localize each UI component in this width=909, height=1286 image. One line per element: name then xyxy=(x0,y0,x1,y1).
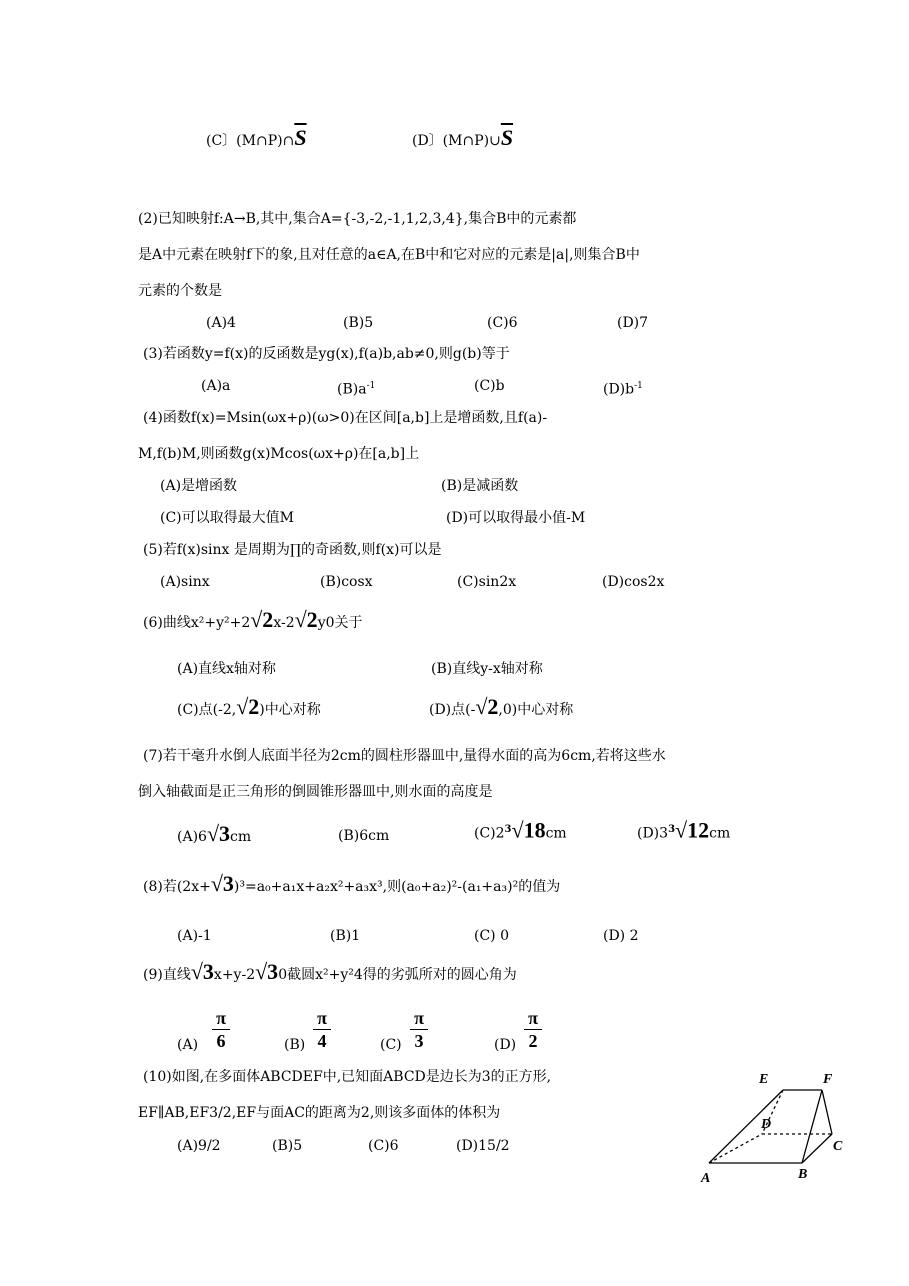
q3-stem: (3)若函数y=f(x)的反函数是yg(x),f(a)b,ab≠0,则g(b)等于 xyxy=(143,346,510,362)
q1-option-d-text: (D〕(M∩P)∪ xyxy=(412,133,501,149)
q6-stem-part-1: (6)曲线x²+y²+2 xyxy=(143,615,251,631)
q2-option-c: (C)6 xyxy=(487,315,518,331)
q6-root-2: √2 xyxy=(250,607,274,632)
vertex-label-c: C xyxy=(833,1139,843,1154)
polyhedron-figure xyxy=(695,1065,855,1190)
q9-option-c-label: (C) xyxy=(380,1037,402,1053)
q2-line-3: 元素的个数是 xyxy=(138,283,222,299)
fraction-numerator: π xyxy=(528,1008,538,1028)
q2-option-a: (A)4 xyxy=(206,315,236,331)
q6-root-2: √2 xyxy=(236,694,260,719)
q7-option-c-root: √18 xyxy=(511,817,546,843)
edge-ad xyxy=(709,1134,762,1163)
q9-option-a-label: (A) xyxy=(177,1037,199,1053)
q9-option-d-fraction xyxy=(524,1008,542,1051)
q7-option-c-prefix: (C)2 xyxy=(474,825,505,842)
q3-option-b-exponent: -1 xyxy=(366,381,376,391)
fraction-denominator: 2 xyxy=(528,1031,538,1051)
q9-stem-part-1: (9)直线 xyxy=(143,967,191,983)
q3-option-b xyxy=(337,376,375,400)
q9-stem-part-2: x+y-2 xyxy=(213,967,256,983)
vertex-label-f: F xyxy=(823,1072,833,1087)
q2-option-d: (D)7 xyxy=(617,315,649,331)
q10-option-d: (D)15/2 xyxy=(456,1138,510,1154)
q6-option-c-part-1: (C)点(-2, xyxy=(177,702,237,718)
q7-option-d-prefix: (D)3 xyxy=(637,825,669,842)
q8-option-a: (A)-1 xyxy=(177,928,212,944)
edge-fc xyxy=(822,1090,832,1134)
q7-line-2: 倒入轴截面是正三角形的倒圆锥形器皿中,则水面的高度是 xyxy=(138,784,493,800)
q3-option-a: (A)a xyxy=(201,378,231,394)
q7-line-1: (7)若干毫升水倒人底面半径为2cm的圆柱形器皿中,量得水面的高为6cm,若将这些水 xyxy=(143,748,666,764)
q10-option-a: (A)9/2 xyxy=(177,1138,221,1154)
q7-option-d-root: √12 xyxy=(675,817,710,843)
q6-root-2: √2 xyxy=(475,694,499,719)
q7-option-a xyxy=(177,821,252,847)
q7-option-c-index: 3 xyxy=(504,824,512,835)
q8-option-c: (C) 0 xyxy=(474,928,509,944)
fraction-bar xyxy=(313,1029,331,1030)
q1-set-s-complement: $\overline{S}$ xyxy=(500,125,514,150)
q1-option-d xyxy=(412,125,514,151)
fraction-bar xyxy=(212,1029,230,1030)
q2-line-1: (2)已知映射f:A→B,其中,集合A={-3,-2,-1,1,2,3,4},集合B中的元素都 xyxy=(138,211,577,227)
fraction-denominator: 4 xyxy=(317,1031,327,1051)
q2-option-b: (B)5 xyxy=(343,315,374,331)
fraction-bar xyxy=(410,1029,428,1030)
q4-option-c: (C)可以取得最大值M xyxy=(160,510,294,526)
q7-option-a-root: √3 xyxy=(206,821,231,846)
q7-option-d-index: 3 xyxy=(668,824,676,835)
q4-option-b: (B)是减函数 xyxy=(441,478,519,494)
q4-line-1: (4)函数f(x)=Msin(ωx+ρ)(ω>0)在区间[a,b]上是增函数,且f(a)- xyxy=(143,410,548,426)
fraction-denominator: 6 xyxy=(216,1031,226,1051)
q1-option-c-text: (C〕(M∩P)∩ xyxy=(206,133,295,149)
fraction-numerator: π xyxy=(216,1008,226,1028)
q10-option-b: (B)5 xyxy=(272,1138,303,1154)
q8-option-b: (B)1 xyxy=(330,928,361,944)
q2-line-2: 是A中元素在映射f下的象,且对任意的a∈A,在B中和它对应的元素是|a|,则集合B中 xyxy=(138,247,640,263)
q3-option-d-text: (D)b xyxy=(603,381,635,398)
q6-option-b: (B)直线y-x轴对称 xyxy=(431,661,543,677)
vertex-label-e: E xyxy=(759,1072,769,1087)
edge-fb xyxy=(802,1090,822,1163)
q8-root-3: √3 xyxy=(210,871,234,896)
q10-option-c: (C)6 xyxy=(368,1138,399,1154)
q6-option-a: (A)直线x轴对称 xyxy=(177,661,276,677)
q4-option-d: (D)可以取得最小值-M xyxy=(446,510,586,526)
q8-stem-part-2: )³=a₀+a₁x+a₂x²+a₃x³,则(a₀+a₂)²-(a₁+a₃)²的值为 xyxy=(233,879,561,895)
q1-set-s-complement: $\overline{S}$ xyxy=(294,125,307,150)
q9-option-a-fraction xyxy=(212,1008,230,1051)
q1-option-c xyxy=(206,125,307,151)
q5-stem: (5)若f(x)sinx 是周期为∏的奇函数,则f(x)可以是 xyxy=(143,542,442,558)
q6-stem-part-3: y0关于 xyxy=(317,615,363,631)
q5-option-d: (D)cos2x xyxy=(602,574,665,590)
q10-line-2: EF∥AB,EF3/2,EF与面AC的距离为2,则该多面体的体积为 xyxy=(138,1105,501,1121)
q3-option-d-exponent: -1 xyxy=(634,381,643,391)
vertex-label-a: A xyxy=(701,1171,711,1186)
q9-option-c-fraction xyxy=(410,1008,428,1051)
q9-option-b-fraction xyxy=(313,1008,331,1051)
fraction-bar xyxy=(524,1029,542,1030)
q6-option-d-part-2: ,0)中心对称 xyxy=(498,702,574,718)
q3-option-d xyxy=(603,376,643,400)
q3-option-b-text: (B)a xyxy=(337,381,367,398)
q6-option-d-part-1: (D)点(- xyxy=(429,702,476,718)
q6-stem xyxy=(143,607,363,633)
q5-option-c: (C)sin2x xyxy=(457,574,517,590)
q6-root-2: √2 xyxy=(294,607,318,632)
q6-option-c-part-2: )中心对称 xyxy=(259,702,321,718)
q9-stem xyxy=(143,959,517,985)
q9-root-3: √3 xyxy=(255,959,279,984)
q6-stem-part-2: x-2 xyxy=(273,615,295,631)
q7-option-b: (B)6cm xyxy=(338,828,390,844)
q4-option-a: (A)是增函数 xyxy=(160,478,238,494)
q9-option-d-label: (D) xyxy=(494,1037,517,1053)
q9-root-3: √3 xyxy=(190,959,214,984)
q4-line-2: M,f(b)M,则函数g(x)Mcos(ωx+ρ)在[a,b]上 xyxy=(138,446,420,462)
q5-option-a: (A)sinx xyxy=(160,574,210,590)
fraction-numerator: π xyxy=(414,1008,424,1028)
q9-stem-part-3: 0截圆x²+y²4得的劣弧所对的圆心角为 xyxy=(278,967,517,983)
q7-option-a-prefix: (A)6 xyxy=(177,829,207,845)
q8-stem-part-1: (8)若(2x+ xyxy=(143,879,211,895)
q6-option-c xyxy=(177,694,321,720)
q8-option-d: (D) 2 xyxy=(603,928,639,944)
fraction-denominator: 3 xyxy=(414,1031,424,1051)
q7-option-c xyxy=(474,817,567,844)
q9-option-b-label: (B) xyxy=(284,1037,306,1053)
q8-stem xyxy=(143,871,561,897)
vertex-label-d: D xyxy=(761,1117,772,1132)
q7-option-d xyxy=(637,817,731,844)
q5-option-b: (B)cosx xyxy=(320,574,373,590)
q7-option-d-unit: cm xyxy=(709,825,731,842)
q6-option-d xyxy=(429,694,574,720)
fraction-numerator: π xyxy=(317,1008,327,1028)
edge-ea xyxy=(709,1090,783,1163)
vertex-label-b: B xyxy=(798,1167,808,1182)
q3-option-c: (C)b xyxy=(474,378,505,394)
q7-option-a-unit: cm xyxy=(230,829,252,845)
q7-option-c-unit: cm xyxy=(545,825,567,842)
q10-line-1: (10)如图,在多面体ABCDEF中,已知面ABCD是边长为3的正方形, xyxy=(143,1069,552,1085)
